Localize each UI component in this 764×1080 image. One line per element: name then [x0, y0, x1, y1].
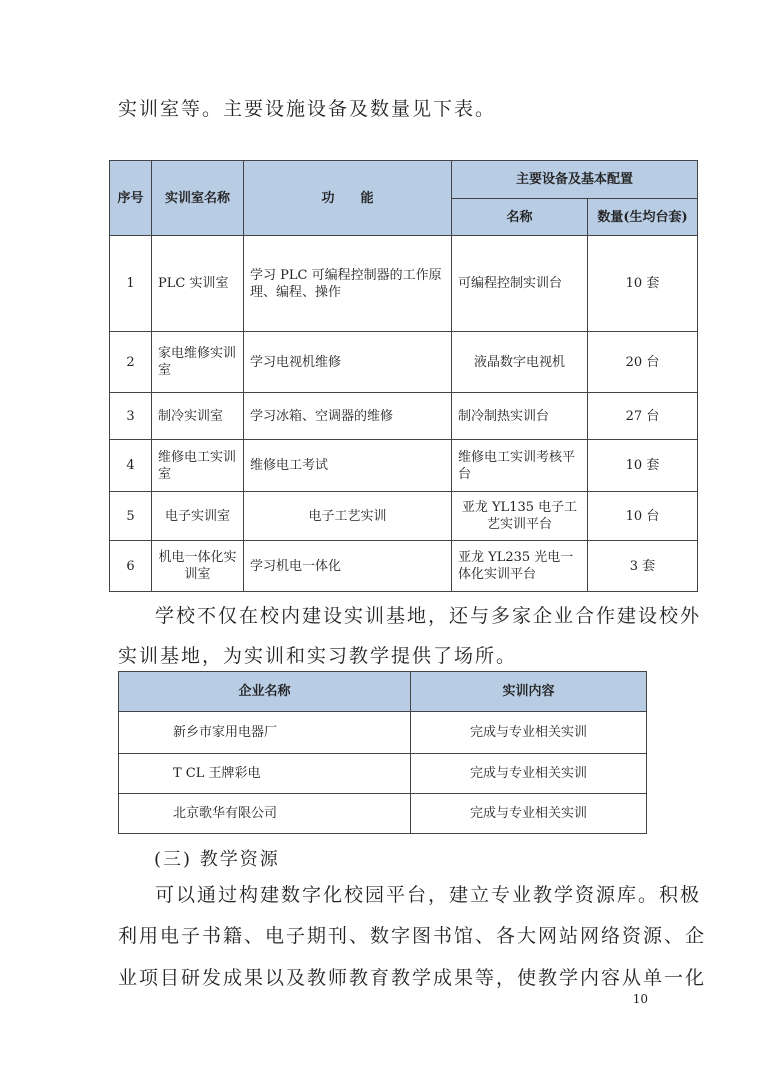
- row-index: 3: [110, 393, 152, 440]
- row-quantity: 20 台: [588, 332, 698, 393]
- row-function: 学习 PLC 可编程控制器的工作原理、编程、操作: [244, 236, 452, 332]
- row-index: 2: [110, 332, 152, 393]
- row-quantity: 10 台: [588, 492, 698, 541]
- section-heading: (三) 教学资源: [154, 849, 280, 870]
- row-equipment: 液晶数字电视机: [452, 332, 588, 393]
- partner-company-table: [118, 671, 647, 834]
- header-function: 功 能: [244, 161, 452, 236]
- row-index: 1: [110, 236, 152, 332]
- row-room: 制冷实训室: [152, 393, 244, 440]
- table-row: [119, 794, 647, 834]
- row-equipment: 维修电工实训考核平台: [452, 440, 588, 492]
- row-company: T CL 王牌彩电: [119, 754, 411, 794]
- header-content: 实训内容: [411, 672, 647, 712]
- row-company: 新乡市家用电器厂: [119, 712, 411, 754]
- paragraph-line: 实训基地，为实训和实习教学提供了场所。: [118, 645, 518, 667]
- row-function: 学习冰箱、空调器的维修: [244, 393, 452, 440]
- row-index: 5: [110, 492, 152, 541]
- header-company: 企业名称: [119, 672, 411, 712]
- paragraph-line: 学校不仅在校内建设实训基地，还与多家企业合作建设校外: [155, 605, 702, 627]
- row-equipment: 制冷制热实训台: [452, 393, 588, 440]
- row-room: 家电维修实训室: [152, 332, 244, 393]
- table-row: [110, 332, 698, 393]
- table-row: [110, 492, 698, 541]
- paragraph-line: 业项目研发成果以及教师教育教学成果等，使教学内容从单一化: [118, 967, 707, 989]
- row-equipment: 可编程控制实训台: [452, 236, 588, 332]
- table-row: [110, 440, 698, 492]
- row-quantity: 10 套: [588, 440, 698, 492]
- row-function: 维修电工考试: [244, 440, 452, 492]
- row-index: 6: [110, 541, 152, 592]
- header-room: 实训室名称: [152, 161, 244, 236]
- paragraph-line: 可以通过构建数字化校园平台，建立专业教学资源库。积极: [155, 884, 702, 906]
- table-row: [110, 236, 698, 332]
- header-quantity: 数量(生均台套): [588, 199, 698, 236]
- header-equipment-group: 主要设备及基本配置: [452, 161, 698, 199]
- row-room: 维修电工实训室: [152, 440, 244, 492]
- row-content: 完成与专业相关实训: [411, 712, 647, 754]
- row-room: PLC 实训室: [152, 236, 244, 332]
- table-row: [119, 754, 647, 794]
- row-content: 完成与专业相关实训: [411, 754, 647, 794]
- page-number: 10: [632, 992, 648, 1006]
- row-quantity: 3 套: [588, 541, 698, 592]
- table-row: [110, 541, 698, 592]
- table-row: [119, 712, 647, 754]
- header-index: 序号: [110, 161, 152, 236]
- row-quantity: 27 台: [588, 393, 698, 440]
- table-row: [110, 393, 698, 440]
- row-equipment: 亚龙 YL235 光电一体化实训平台: [452, 541, 588, 592]
- row-function: 电子工艺实训: [244, 492, 452, 541]
- row-function: 学习电视机维修: [244, 332, 452, 393]
- paragraph-line: 利用电子书籍、电子期刊、数字图书馆、各大网站网络资源、企: [118, 925, 707, 947]
- row-content: 完成与专业相关实训: [411, 794, 647, 834]
- row-quantity: 10 套: [588, 236, 698, 332]
- row-function: 学习机电一体化: [244, 541, 452, 592]
- row-room: 机电一体化实训室: [152, 541, 244, 592]
- lab-equipment-table: [109, 160, 698, 592]
- row-equipment: 亚龙 YL135 电子工艺实训平台: [452, 492, 588, 541]
- row-index: 4: [110, 440, 152, 492]
- header-equipment-name: 名称: [452, 199, 588, 236]
- row-company: 北京歌华有限公司: [119, 794, 411, 834]
- intro-line: 实训室等。主要设施设备及数量见下表。: [118, 98, 497, 120]
- row-room: 电子实训室: [152, 492, 244, 541]
